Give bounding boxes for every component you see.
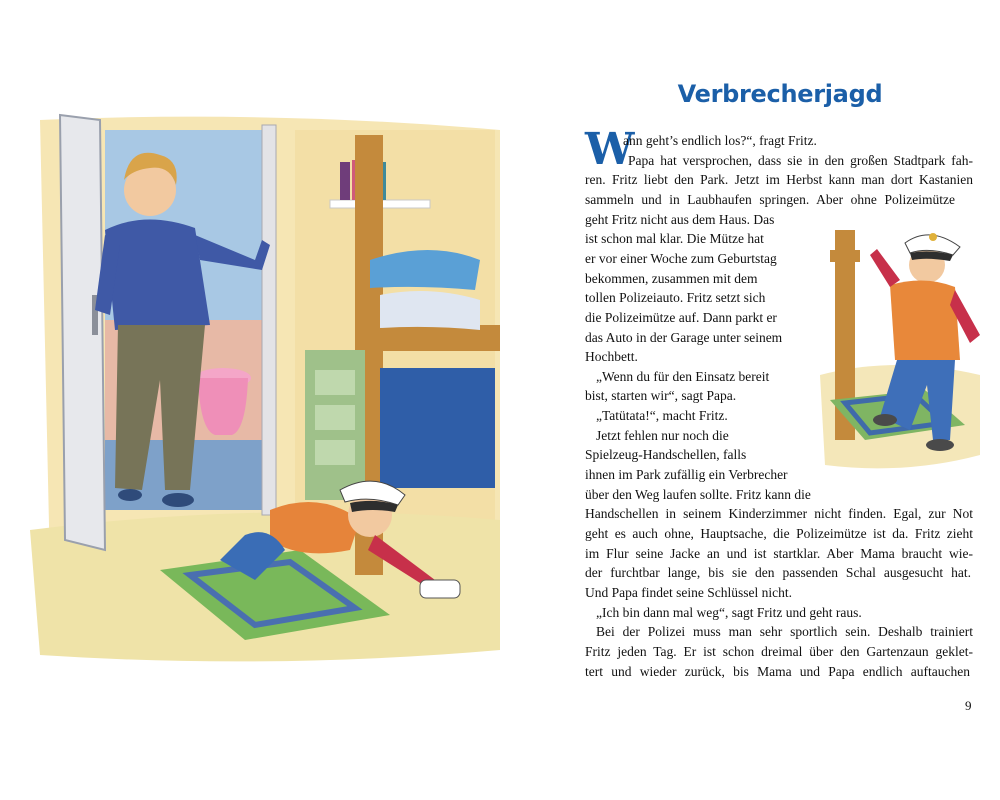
text-line-27: Fritz jeden Tag. Er ist schon dreimal über den Gartenzaun geklet- [585,644,973,659]
text-line-14: bist, starten wir“, sagt Papa. [585,388,737,403]
text-line-20: Handschellen in seinem Kinderzimmer nicht finden. Egal, zur Not [585,506,973,521]
text-line-9: tollen Polizeiauto. Fritz setzt sich [585,290,766,305]
illustration-boy-with-police-cap [815,225,985,475]
text-line-5: geht Fritz nicht aus dem Haus. Das [585,212,775,227]
text-line-12: Hochbett. [585,349,638,364]
page-number: 9 [965,698,972,713]
text-line-22: im Flur seine Jacke an und ist startklar. Aber Mama braucht wie- [585,546,973,561]
drop-cap: W [585,124,635,175]
text-line-24: Und Papa findet seine Schlüssel nicht. [585,585,792,600]
text-line-18: ihnen im Park zufällig ein Verbrecher [585,467,788,482]
text-line-6: ist schon mal klar. Die Mütze hat [585,231,764,246]
page-title: Verbrecherjagd [677,80,883,108]
text-line-21: geht es auch ohne, Hauptsache, die Polizeimütze ist da. Fritz zieht [585,526,973,541]
text-line-7: er vor einer Woche zum Geburtstag [585,251,777,266]
illustration-father-and-boy [30,110,505,670]
text-line-23: der furchtbar lange, bis sie den passenden Schal ausgesucht hat. [585,565,971,580]
text-line-28: tert und wieder zurück, bis Mama und Papa endlich auftauchen [585,664,970,679]
text-line-1: ann geht’s endlich los?“, fragt Fritz. [623,133,817,148]
text-line-2: Papa hat versprochen, dass sie in den großen Stadtpark fah- [628,153,973,168]
text-line-11: das Auto in der Garage unter seinem [585,330,783,345]
text-line-13: „Wenn du für den Einsatz bereit [596,369,770,384]
text-line-17: Spielzeug-Handschellen, falls [585,447,747,462]
text-line-8: bekommen, zusammen mit dem [585,271,758,286]
text-line-19: über den Weg laufen sollte. Fritz kann die [585,487,811,502]
text-line-3: ren. Fritz liebt den Park. Jetzt im Herbst kann man dort Kastanien [585,172,973,187]
text-line-10: die Polizeimütze auf. Dann parkt er [585,310,777,325]
text-line-16: Jetzt fehlen nur noch die [596,428,729,443]
text-line-15: „Tatütata!“, macht Fritz. [596,408,728,423]
text-line-4: sammeln und in Laubhaufen springen. Aber ohne Polizeimütze [585,192,955,207]
text-line-26: Bei der Polizei muss man sehr sportlich sein. Deshalb trainiert [596,624,973,639]
text-line-25: „Ich bin dann mal weg“, sagt Fritz und geht raus. [596,605,862,620]
